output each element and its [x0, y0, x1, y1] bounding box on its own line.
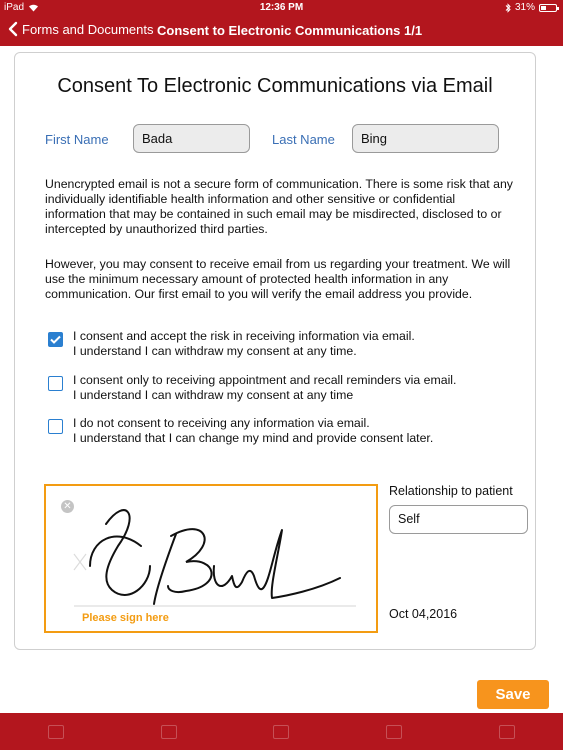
tab-5-icon: [499, 725, 515, 739]
checkbox-unchecked[interactable]: [48, 376, 63, 391]
signature-hint: Please sign here: [82, 612, 169, 624]
option-line1: I do not consent to receiving any information via email.: [73, 416, 370, 430]
battery-percent: 31%: [514, 2, 535, 13]
chevron-left-icon: [8, 21, 18, 37]
tab-2[interactable]: [113, 713, 226, 750]
option-line2: I understand I can withdraw my consent at any time: [73, 388, 354, 402]
save-button[interactable]: Save: [477, 680, 549, 709]
status-bar: [0, 0, 563, 16]
consent-info-paragraph: However, you may consent to receive email from us regarding your treatment. We will use the minimum necessary amount of protected health information in any communication. Our first email to you will verify the email address you provide.: [45, 257, 511, 301]
tab-4[interactable]: [338, 713, 451, 750]
consent-form-card: [14, 52, 536, 650]
battery-icon: [539, 4, 557, 12]
form-title: Consent To Electronic Communications via Email: [57, 75, 493, 97]
option-line1: I consent only to receiving appointment and recall reminders via email.: [73, 373, 457, 387]
device-name: iPad: [4, 2, 25, 13]
signature-drawing: [46, 486, 376, 631]
consent-option-reminders[interactable]: [48, 373, 456, 403]
tab-2-icon: [161, 725, 177, 739]
checkbox-checked[interactable]: [48, 332, 63, 347]
option-line2: I understand that I can change my mind and provide consent later.: [73, 431, 434, 445]
consent-option-accept[interactable]: [48, 329, 415, 359]
status-time: 12:36 PM: [259, 2, 304, 13]
back-label: Forms and Documents: [22, 21, 154, 37]
tab-1-icon: [48, 725, 64, 739]
consent-option-decline[interactable]: [48, 416, 433, 446]
nav-bar: [0, 16, 563, 46]
checkbox-unchecked[interactable]: [48, 419, 63, 434]
option-line1: I consent and accept the risk in receiving information via email.: [73, 329, 415, 343]
clear-signature-icon[interactable]: ✕: [61, 500, 74, 513]
signature-date: Oct 04,2016: [389, 607, 458, 621]
option-line2: I understand I can withdraw my consent at any time.: [73, 344, 357, 358]
disclaimer-paragraph: Unencrypted email is not a secure form of communication. There is some risk that any individually identifiable health information and other sensitive or confidential information that may be contained in such email may be misdirected, disclosed to or intercepted by unauthorized third parties.: [45, 177, 513, 236]
signature-strokes: [90, 510, 340, 604]
last-name-label: Last Name: [272, 132, 335, 147]
bluetooth-icon: [505, 3, 511, 13]
tab-bar: [0, 713, 563, 750]
back-button[interactable]: [8, 21, 154, 37]
checkmark-icon: [50, 335, 61, 344]
tab-5[interactable]: [450, 713, 563, 750]
last-name-field[interactable]: Bing: [352, 124, 499, 153]
first-name-field[interactable]: Bada: [133, 124, 250, 153]
first-name-label: First Name: [45, 132, 109, 147]
tab-3-icon: [273, 725, 289, 739]
tab-4-icon: [386, 725, 402, 739]
signature-pad[interactable]: [44, 484, 378, 633]
relationship-field[interactable]: Self: [389, 505, 528, 534]
tab-1[interactable]: [0, 713, 113, 750]
page-title: Consent to Electronic Communications 1/1: [157, 23, 423, 38]
tab-3[interactable]: [225, 713, 338, 750]
relationship-label: Relationship to patient: [389, 484, 513, 498]
